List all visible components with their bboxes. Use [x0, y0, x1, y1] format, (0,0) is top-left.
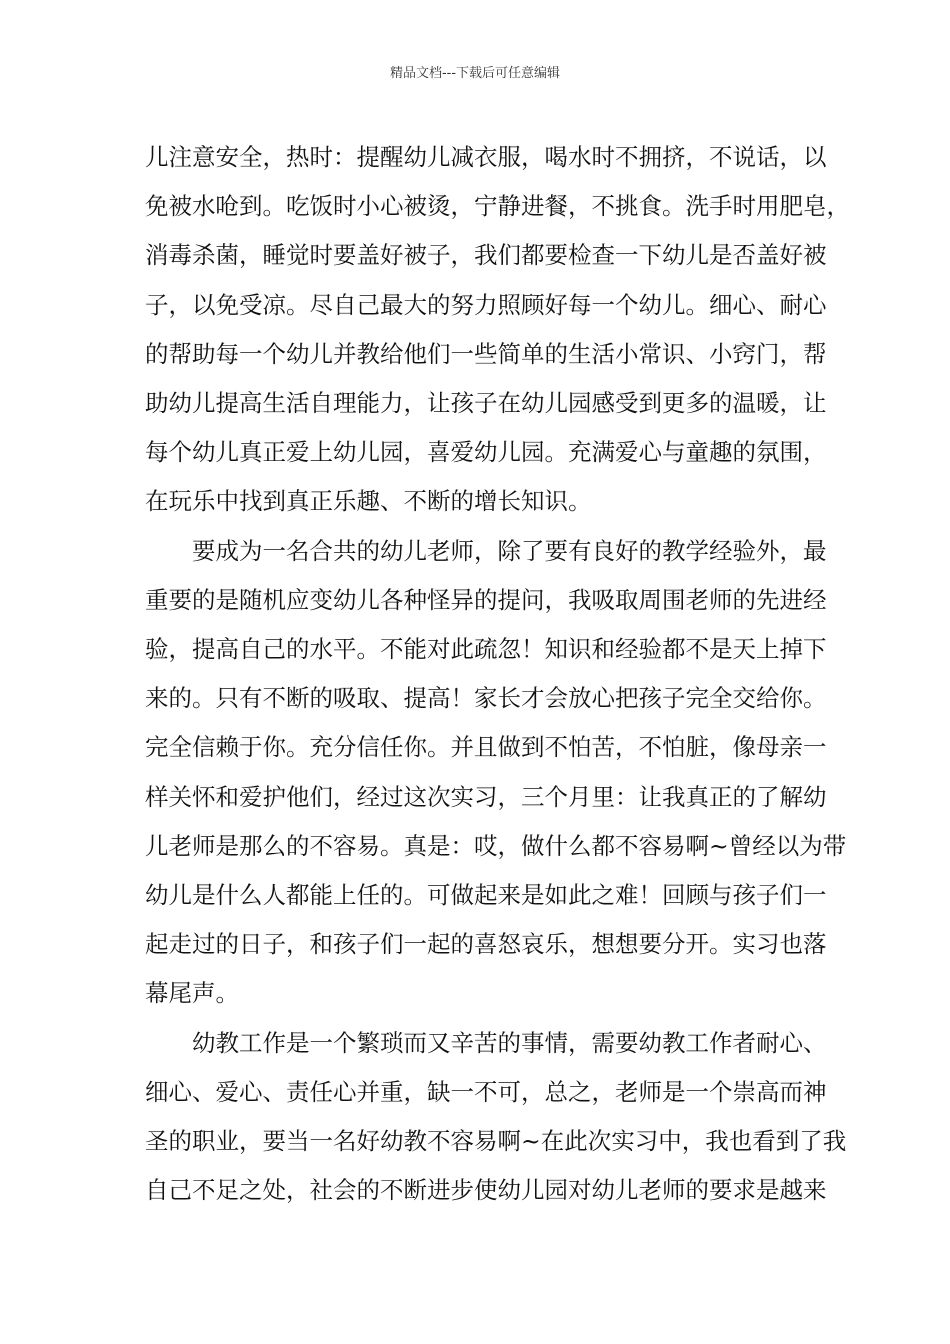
- text-line: 幼儿是什么人都能上任的。可做起来是如此之难！回顾与孩子们一: [145, 881, 827, 909]
- text-line: 自己不足之处，社会的不断进步使幼儿园对幼儿老师的要求是越来: [145, 1176, 827, 1205]
- text-line: 消毒杀菌，睡觉时要盖好被子，我们都要检查一下幼儿是否盖好被: [145, 241, 827, 270]
- text-line: 起走过的日子，和孩子们一起的喜怒哀乐，想想要分开。实习也落: [145, 930, 827, 959]
- text-line: 样关怀和爱护他们，经过这次实习，三个月里：让我真正的了解幼: [145, 782, 827, 811]
- text-line: 圣的职业，要当一名好幼教不容易啊~在此次实习中，我也看到了我: [145, 1127, 847, 1155]
- text-line: 验，提高自己的水平。不能对此疏忽！知识和经验都不是天上掉下: [145, 635, 827, 663]
- text-line: 完全信赖于你。充分信任你。并且做到不怕苦，不怕脏，像母亲一: [145, 733, 827, 762]
- text-line: 儿注意安全，热时：提醒幼儿减衣服，喝水时不拥挤，不说话，以: [145, 143, 827, 171]
- text-line: 幕尾声。: [145, 979, 239, 1008]
- text-line: 在玩乐中找到真正乐趣、不断的增长知识。: [145, 487, 592, 516]
- page-header: 精品文档---下载后可任意编辑: [389, 66, 561, 81]
- text-line: 子，以免受凉。尽自己最大的努力照顾好每一个幼儿。细心、耐心: [145, 290, 827, 319]
- text-line: 细心、爱心、责任心并重，缺一不可，总之，老师是一个崇高而神: [145, 1077, 827, 1106]
- text-line: 重要的是随机应变幼儿各种怪异的提问，我吸取周围老师的先进经: [145, 585, 827, 614]
- text-line: 的帮助每一个幼儿并教给他们一些简单的生活小常识、小窍门，帮: [145, 339, 827, 368]
- text-line: 儿老师是那么的不容易。真是：哎，做什么都不容易啊~曾经以为带: [145, 831, 847, 860]
- text-line: 免被水呛到。吃饭时小心被烫，宁静进餐，不挑食。洗手时用肥皂，: [145, 192, 850, 221]
- text-line: 助幼儿提高生活自理能力，让孩子在幼儿园感受到更多的温暖，让: [145, 389, 827, 417]
- paragraph-first-line: 幼教工作是一个繁琐而又辛苦的事情，需要幼教工作者耐心、: [192, 1028, 827, 1057]
- text-line: 每个幼儿真正爱上幼儿园，喜爱幼儿园。充满爱心与童趣的氛围，: [145, 438, 827, 467]
- paragraph-first-line: 要成为一名合共的幼儿老师，除了要有良好的教学经验外，最: [192, 536, 827, 565]
- text-line: 来的。只有不断的吸取、提高！家长才会放心把孩子完全交给你。: [145, 684, 827, 713]
